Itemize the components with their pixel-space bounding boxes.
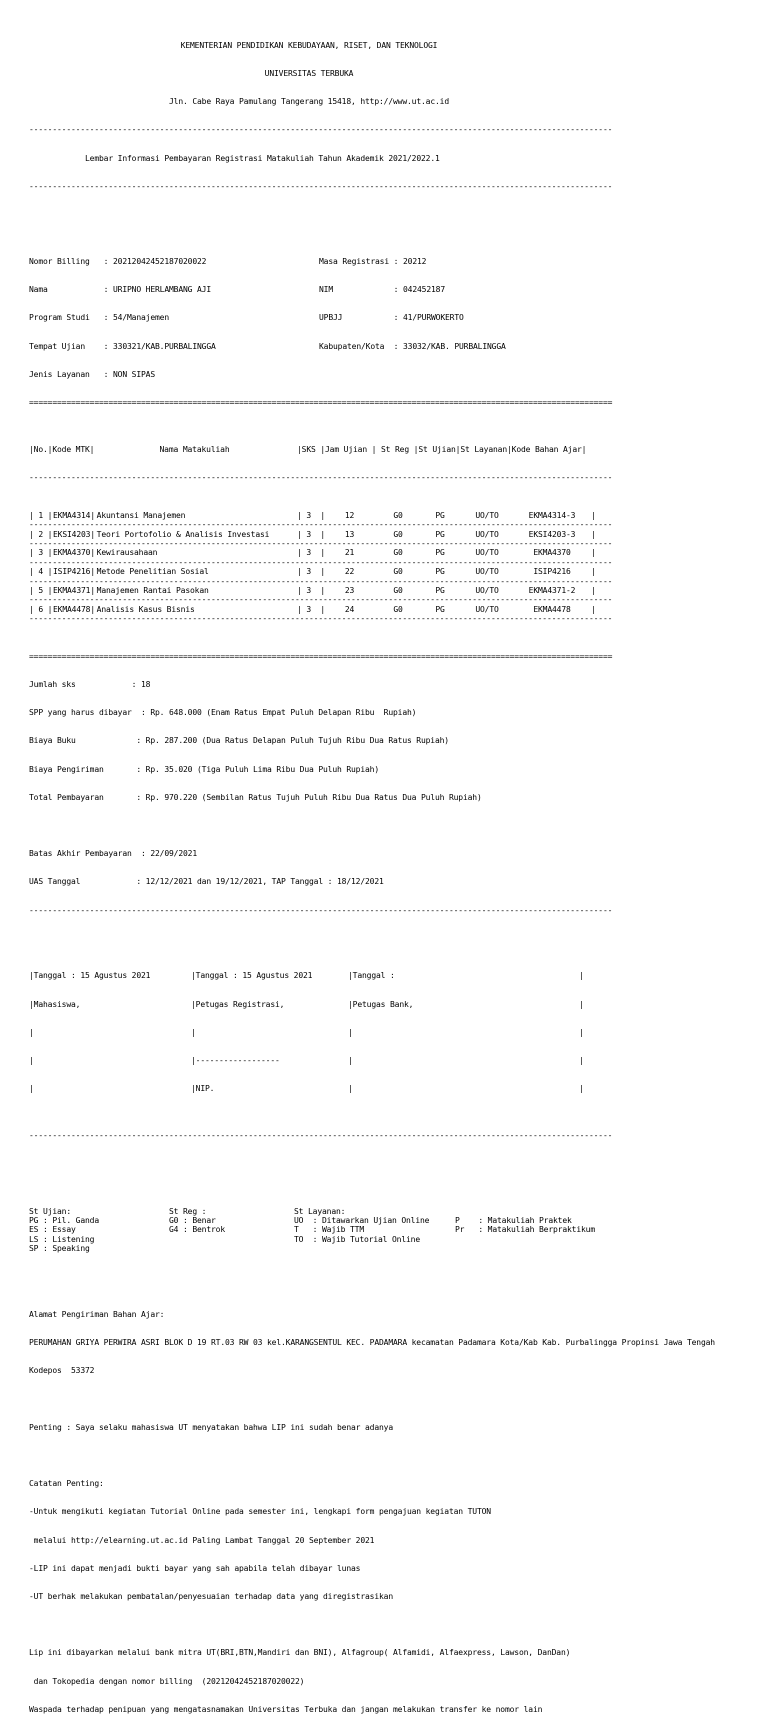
lip-document <box>29 22 759 1724</box>
legend-st-layanan: TO : Wajib Tutorial Online <box>294 1234 420 1244</box>
penting-statement: Penting : Saya selaku mahasiswa UT menyatakan bahwa LIP ini sudah benar adanya <box>29 1422 393 1432</box>
legend-row <box>29 1216 759 1225</box>
program-studi: : 54/Manajemen <box>103 313 170 323</box>
row-jam: 21 <box>344 548 355 558</box>
sign-mahasiswa-label: |Mahasiswa, <box>29 999 81 1009</box>
catatan-line-4: -UT berhak melakukan pembatalan/penyesuaian terhadap data yang diregistrasikan <box>29 1591 393 1601</box>
billing-number: : 20212042452187020022 <box>103 257 207 267</box>
row-st-reg: G0 <box>393 548 403 558</box>
row-no: | 3 | <box>29 548 53 558</box>
student-name: : URIPNO HERLAMBANG AJI <box>103 285 211 295</box>
row-kode-bahan: EKMA4478 <box>533 604 571 614</box>
sign-registrasi-label: |Petugas Registrasi, <box>191 999 285 1009</box>
row-st-ujian: PG <box>435 604 445 614</box>
divider <box>29 1131 759 1140</box>
legend-st-layanan: UO : Ditawarkan Ujian Online <box>294 1215 430 1225</box>
divider <box>29 595 759 604</box>
legend-row <box>29 1235 759 1244</box>
row-st-ujian: PG <box>435 548 445 558</box>
row-kode-bahan: EKMA4371-2 <box>528 586 576 596</box>
legend <box>29 1207 759 1254</box>
row-kode-bahan: EKSI4203-3 <box>528 529 576 539</box>
tempat-ujian: : 330321/KAB.PURBALINGGA <box>103 341 216 351</box>
table-row <box>29 511 759 520</box>
row-jam: 13 <box>344 529 355 539</box>
alamat-label: Alamat Pengiriman Bahan Ajar: <box>29 1309 165 1319</box>
info-row-layanan: Jenis Layanan : NON SIPAS <box>29 369 156 379</box>
row-st-reg: G0 <box>393 567 403 577</box>
catatan-line-2: melalui http://elearning.ut.ac.id Paling Lambat Tanggal 20 September 2021 <box>29 1535 375 1545</box>
divider <box>29 906 759 915</box>
row-st-ujian: PG <box>435 510 445 520</box>
row-st-ujian: PG <box>435 567 445 577</box>
row-kode-bahan: EKMA4314-3 <box>528 510 576 520</box>
row-nama: Teori Portofolio & Analisis Investasi <box>92 529 270 539</box>
row-end-bar: | <box>591 510 596 520</box>
row-end-bar: | <box>591 529 596 539</box>
row-sks: | 3 | <box>297 586 325 596</box>
upbjj: : 41/PURWOKERTO <box>393 313 464 323</box>
legend-st-layanan: T : Wajib TTM <box>294 1225 364 1235</box>
legend-st-ujian: SP : Speaking <box>29 1244 90 1254</box>
row-no: | 2 | <box>29 529 53 539</box>
table-header <box>29 445 759 454</box>
divider <box>29 558 759 567</box>
table-row <box>29 567 759 576</box>
info-row-nama: Nama : URIPNO HERLAMBANG AJI NIM : 042452187 <box>29 285 446 295</box>
row-no: | 4 | <box>29 567 53 577</box>
row-st-reg: G0 <box>393 586 403 596</box>
masa-registrasi: : 20212 <box>393 257 427 267</box>
row-sks: | 3 | <box>297 604 325 614</box>
alamat-line: PERUMAHAN GRIYA PERWIRA ASRI BLOK D 19 RT.03 RW 03 kel.KARANGSENTUL KEC. PADAMARA kecamatan Padamara Kota/Kab Kab. Purbalingga Propinsi Jawa Tengah <box>29 1338 715 1348</box>
divider <box>29 539 759 548</box>
row-kode: EKMA4314| <box>53 510 95 520</box>
alamat-kodepos: Kodepos 53372 <box>29 1366 95 1376</box>
row-kode: EKMA4370| <box>53 548 95 558</box>
legend-st-layanan: St Layanan: <box>294 1206 346 1216</box>
sign-bank-label: |Petugas Bank, <box>348 999 414 1009</box>
row-st-layanan: UO/TO <box>475 510 499 520</box>
row-kode: EKMA4478| <box>53 604 95 614</box>
ministry-line: KEMENTERIAN PENDIDIKAN KEBUDAYAAN, RISET, DAN TEKNOLOGI <box>180 40 438 50</box>
legend-row <box>29 1207 759 1216</box>
row-st-layanan: UO/TO <box>475 604 499 614</box>
legend-praktek: Pr : Matakuliah Berpraktikum <box>455 1225 595 1235</box>
legend-st-ujian: St Ujian: <box>29 1206 71 1216</box>
university-address: Jln. Cabe Raya Pamulang Tangerang 15418, http://www.ut.ac.id <box>169 97 449 107</box>
university-name: UNIVERSITAS TERBUKA <box>264 69 354 79</box>
row-st-reg: G0 <box>393 510 403 520</box>
divider <box>29 125 759 134</box>
row-nama: Metode Penelitian Sosial <box>92 567 209 577</box>
row-st-reg: G0 <box>393 529 403 539</box>
biaya-pengiriman: Biaya Pengiriman : Rp. 35.020 (Tiga Puluh Lima Ribu Dua Puluh Rupiah) <box>29 764 379 774</box>
legend-st-reg: G0 : Benar <box>169 1215 216 1225</box>
divider <box>29 614 759 623</box>
footer-line-2: dan Tokopedia dengan nomor billing (20212042452187020022) <box>29 1676 305 1686</box>
divider-double <box>29 652 759 661</box>
row-end-bar: | <box>591 604 596 614</box>
legend-st-ujian: ES : Essay <box>29 1225 76 1235</box>
row-nama: Manajemen Rantai Pasokan <box>92 586 209 596</box>
info-row-tempat: Tempat Ujian : 330321/KAB.PURBALINGGA Kabupaten/Kota : 33032/KAB. PURBALINGGA <box>29 341 506 351</box>
signature-block: |Tanggal : 15 Agustus 2021 |Tanggal : 15 Agustus 2021 |Tanggal : | |Mahasiswa, |Petugas Registrasi, |Petugas Bank, | | | | | | |------------------ | | | |NIP. | | <box>29 971 584 1094</box>
row-st-layanan: UO/TO <box>475 586 499 596</box>
row-end-bar: | <box>591 548 596 558</box>
row-jam: 24 <box>344 604 355 614</box>
row-sks: | 3 | <box>297 567 325 577</box>
catatan-line-1: -Untuk mengikuti kegiatan Tutorial Online pada semester ini, lengkapi form pengajuan kegiatan TUTON <box>29 1507 491 1517</box>
spp-amount: SPP yang harus dibayar : Rp. 648.000 (Enam Ratus Empat Puluh Delapan Ribu Rupiah) <box>29 708 417 718</box>
biaya-buku: Biaya Buku : Rp. 287.200 (Dua Ratus Delapan Puluh Tujuh Ribu Dua Ratus Rupiah) <box>29 736 449 746</box>
row-jam: 22 <box>344 567 355 577</box>
legend-st-ujian: LS : Listening <box>29 1234 95 1244</box>
row-no: | 6 | <box>29 604 53 614</box>
row-kode: EKSI4203| <box>53 529 95 539</box>
total-pembayaran: Total Pembayaran : Rp. 970.220 (Sembilan Ratus Tujuh Puluh Ribu Dua Ratus Dua Puluh Rupiah) <box>29 792 482 802</box>
row-kode-bahan: EKMA4370 <box>533 548 571 558</box>
row-st-layanan: UO/TO <box>475 529 499 539</box>
table-row <box>29 548 759 557</box>
uas-tanggal: UAS Tanggal : 12/12/2021 dan 19/12/2021, TAP Tanggal : 18/12/2021 <box>29 877 384 887</box>
divider <box>29 473 759 482</box>
divider-double <box>29 398 759 407</box>
legend-st-reg: G4 : Bentrok <box>169 1225 225 1235</box>
sign-bank-date: |Tanggal : <box>348 971 395 981</box>
row-jam: 23 <box>344 586 355 596</box>
divider <box>29 182 759 191</box>
sign-nip: |NIP. <box>191 1084 215 1094</box>
row-kode: EKMA4371| <box>53 586 95 596</box>
row-end-bar: | <box>591 567 596 577</box>
row-nama: Analisis Kasus Bisnis <box>92 604 195 614</box>
course-table-body <box>29 511 759 624</box>
jenis-layanan: : NON SIPAS <box>103 369 156 379</box>
row-nama: Kewirausahaan <box>92 548 158 558</box>
table-row <box>29 605 759 614</box>
document-title <box>29 154 759 163</box>
legend-row <box>29 1225 759 1234</box>
row-sks: | 3 | <box>297 548 325 558</box>
row-jam: 12 <box>344 510 355 520</box>
row-no: | 1 | <box>29 510 53 520</box>
table-row <box>29 530 759 539</box>
catatan-label: Catatan Penting: <box>29 1479 104 1489</box>
row-nama: Akuntansi Manajemen <box>92 510 186 520</box>
kabupaten-kota: : 33032/KAB. PURBALINGGA <box>393 341 506 351</box>
header-no-kode: |No.|Kode MTK| <box>29 445 95 455</box>
divider <box>29 577 759 586</box>
sign-line: |------------------ <box>191 1056 280 1066</box>
legend-st-reg: St Reg : <box>169 1206 207 1216</box>
title-text: Lembar Informasi Pembayaran Registrasi Matakuliah Tahun Akademik 2021/2022.1 <box>85 153 440 163</box>
sign-mahasiswa-date: |Tanggal : 15 Agustus 2021 <box>29 971 151 981</box>
info-row-prodi: Program Studi : 54/Manajemen UPBJJ : 41/PURWOKERTO <box>29 313 464 323</box>
header-columns: |SKS |Jam Ujian | St Reg |St Ujian|St Layanan|Kode Bahan Ajar| <box>297 445 587 455</box>
row-kode-bahan: ISIP4216 <box>533 567 571 577</box>
batas-pembayaran: Batas Akhir Pembayaran : 22/09/2021 <box>29 849 197 859</box>
jumlah-sks: Jumlah sks : 18 <box>29 680 151 689</box>
table-row <box>29 586 759 595</box>
catatan-line-3: -LIP ini dapat menjadi bukti bayar yang sah apabila telah dibayar lunas <box>29 1563 361 1573</box>
footer-line-1: Lip ini dibayarkan melalui bank mitra UT(BRI,BTN,Mandiri dan BNI), Alfagroup( Alfamidi, Alfaexpress, Lawson, DanDan) <box>29 1648 571 1658</box>
legend-st-ujian: PG : Pil. Ganda <box>29 1215 99 1225</box>
legend-praktek: P : Matakuliah Praktek <box>455 1215 572 1225</box>
footer-line-3: Waspada terhadap penipuan yang mengatasnamakan Universitas Terbuka dan jangan melakukan transfer ke nomor lain <box>29 1704 543 1714</box>
row-st-reg: G0 <box>393 604 403 614</box>
row-kode: ISIP4216| <box>53 567 95 577</box>
row-st-layanan: UO/TO <box>475 567 499 577</box>
legend-row <box>29 1244 759 1253</box>
row-end-bar: | <box>591 586 596 596</box>
row-sks: | 3 | <box>297 510 325 520</box>
header-nama-matakuliah: Nama Matakuliah <box>159 445 230 455</box>
row-st-ujian: PG <box>435 586 445 596</box>
info-row-billing: Nomor Billing : 20212042452187020022 Masa Registrasi : 20212 <box>29 257 427 267</box>
divider <box>29 520 759 529</box>
row-st-layanan: UO/TO <box>475 548 499 558</box>
row-sks: | 3 | <box>297 529 325 539</box>
student-nim: : 042452187 <box>393 285 446 295</box>
row-no: | 5 | <box>29 586 53 596</box>
row-st-ujian: PG <box>435 529 445 539</box>
sign-registrasi-date: |Tanggal : 15 Agustus 2021 <box>191 971 313 981</box>
